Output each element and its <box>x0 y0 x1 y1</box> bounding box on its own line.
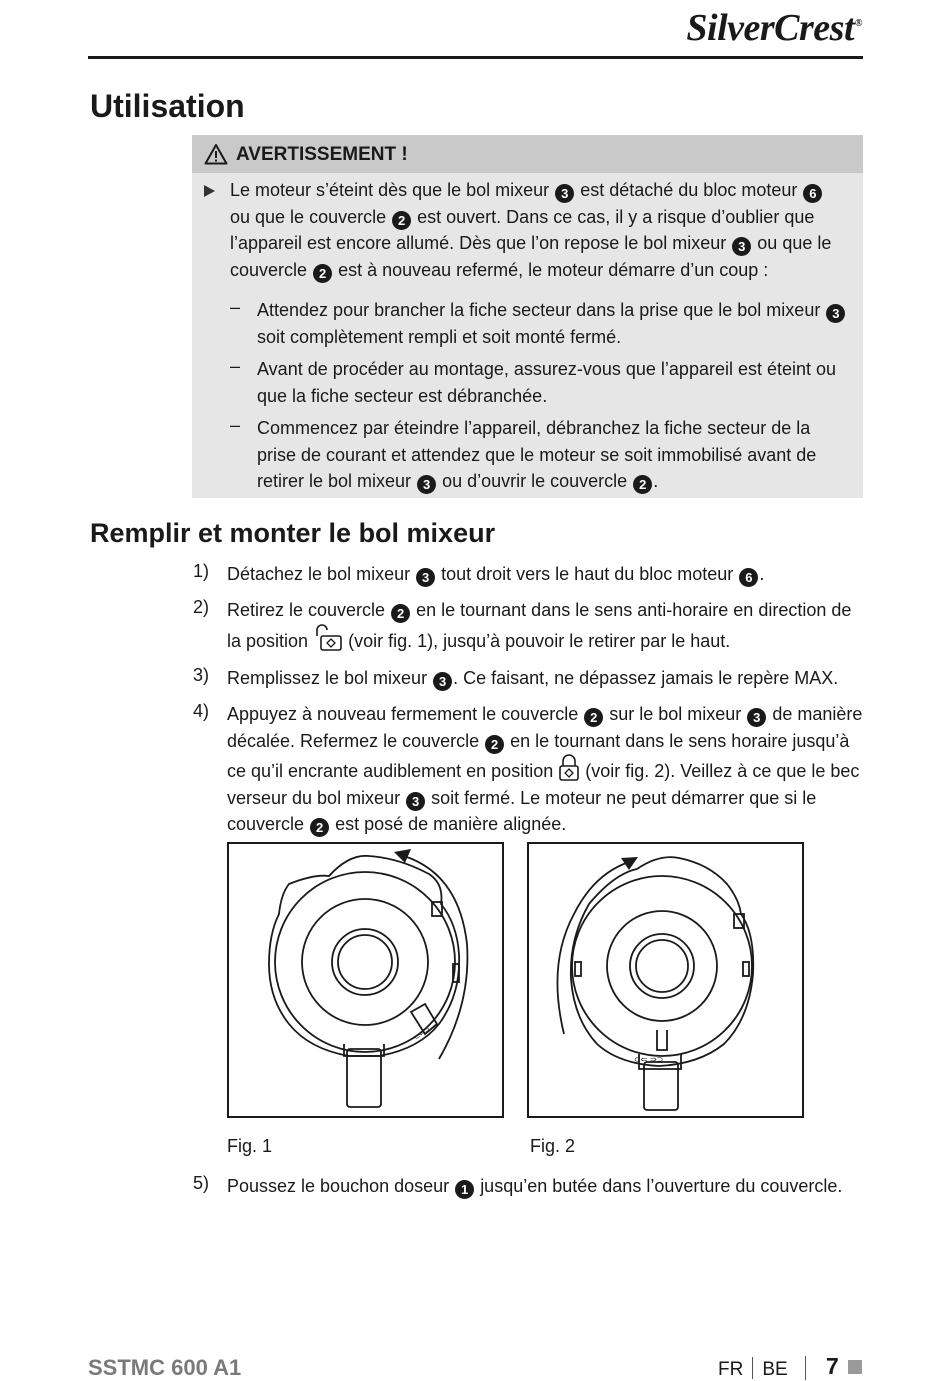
number-badge: 2 <box>392 211 411 230</box>
number-badge: 3 <box>747 708 766 727</box>
number-badge: 6 <box>739 568 758 587</box>
warning-icon <box>204 143 228 165</box>
figure-caption: Fig. 2 <box>530 1136 576 1156</box>
dash-bullet: – <box>230 297 241 317</box>
step-4-text: Appuyez à nouveau fermement le couvercle 2 sur le bol mixeur 3 de manière décalée. Refermez le couvercle 2 en le tournant dans le sens horaire jusqu’à ce qu’il encrante audiblement en position (voir fig. 2). Veillez à ce que le bec verseur du bol mixeur 3 soit fermé. Le moteur ne peut démarrer que si le couvercle 2 est posé de manière alignée. <box>227 704 863 835</box>
dash-bullet: – <box>230 415 241 435</box>
svg-text:⊂⇐⊃: ⊂⇐⊃ <box>412 1024 432 1042</box>
lock-icon <box>558 754 580 782</box>
step-1-text: Détachez le bol mixeur 3 tout droit vers le haut du bloc moteur 6 . <box>227 564 765 585</box>
number-badge: 3 <box>555 184 574 203</box>
figure-1 <box>227 842 504 1118</box>
page-title: Utilisation <box>90 88 245 124</box>
figure-2 <box>527 842 804 1118</box>
figure-caption: Fig. 1 <box>227 1136 273 1156</box>
warning-box <box>192 135 863 498</box>
step-number: 2) <box>193 597 210 617</box>
step-5-text: Poussez le bouchon doseur 1 jusqu’en butée dans l’ouverture du couvercle. <box>227 1176 843 1197</box>
warning-item-text: Avant de procéder au montage, assurez-vous que l’appareil est éteint ou que la fiche secteur est débranchée. <box>257 359 837 406</box>
blender-lid-open-illustration <box>229 844 502 1116</box>
section-subtitle: Remplir et monter le bol mixeur <box>90 518 496 548</box>
warning-label: AVERTISSEMENT ! <box>236 144 408 165</box>
number-badge: 3 <box>416 568 435 587</box>
number-badge: 6 <box>803 184 822 203</box>
number-badge: 2 <box>584 708 603 727</box>
step-number: 4) <box>193 701 210 721</box>
number-badge: 1 <box>455 1180 474 1199</box>
warning-item-text: Commencez par éteindre l’appareil, débranchez la fiche secteur de la prise de courant et attendez que le moteur se soit immobilisé avant de retirer le bol mixeur 3 ou d’ouvrir le couvercle 2 . <box>257 418 817 492</box>
number-badge: 3 <box>433 672 452 691</box>
footer-square-icon <box>848 1360 862 1374</box>
number-badge: 3 <box>732 237 751 256</box>
number-badge: 3 <box>826 304 845 323</box>
step-number: 1) <box>193 561 210 581</box>
header-rule <box>88 56 863 59</box>
unlock-icon <box>313 624 343 652</box>
number-badge: 2 <box>485 735 504 754</box>
blender-lid-closed-illustration <box>529 844 802 1116</box>
footer-model: SSTMC 600 A1 <box>88 1355 242 1380</box>
step-number: 5) <box>193 1173 210 1193</box>
brand-name: SilverCrest <box>686 7 855 49</box>
step-2-text: Retirez le couvercle 2 en le tournant dans le sens anti-horaire en direction de la position (voir fig. 1), jusqu’à pouvoir le retirer par le haut. <box>227 600 852 651</box>
number-badge: 2 <box>391 604 410 623</box>
number-badge: 2 <box>310 818 329 837</box>
brand-logo <box>686 6 862 50</box>
footer-divider <box>805 1356 806 1380</box>
step-number: 3) <box>193 665 210 685</box>
registered-mark: ® <box>855 18 862 30</box>
number-badge: 2 <box>633 475 652 494</box>
dash-bullet: – <box>230 356 241 376</box>
arrow-bullet-icon <box>204 185 215 197</box>
warning-main-text: Le moteur s’éteint dès que le bol mixeur 3 est détaché du bloc moteur 6 ou que le couvercle 2 est ouvert. Dans ce cas, il y a risque d’oublier que l’appareil est encore allumé. Dès que l’on repose le bol mixeur 3 ou que le couvercle 2 est à nouveau refermé, le moteur démarre d’un coup : <box>230 180 832 281</box>
number-badge: 3 <box>417 475 436 494</box>
svg-text:⊂⇐ ⇒⊃: ⊂⇐ ⇒⊃ <box>634 1055 664 1064</box>
page-number: 7 <box>826 1353 839 1379</box>
step-3-text: Remplissez le bol mixeur 3 . Ce faisant, ne dépassez jamais le repère MAX. <box>227 668 839 689</box>
warning-header <box>192 135 863 173</box>
number-badge: 2 <box>313 264 332 283</box>
number-badge: 3 <box>406 792 425 811</box>
warning-item-text: Attendez pour brancher la fiche secteur dans la prise que le bol mixeur 3 soit complètement rempli et soit monté fermé. <box>257 297 852 350</box>
footer-language: FR BE <box>718 1359 788 1380</box>
